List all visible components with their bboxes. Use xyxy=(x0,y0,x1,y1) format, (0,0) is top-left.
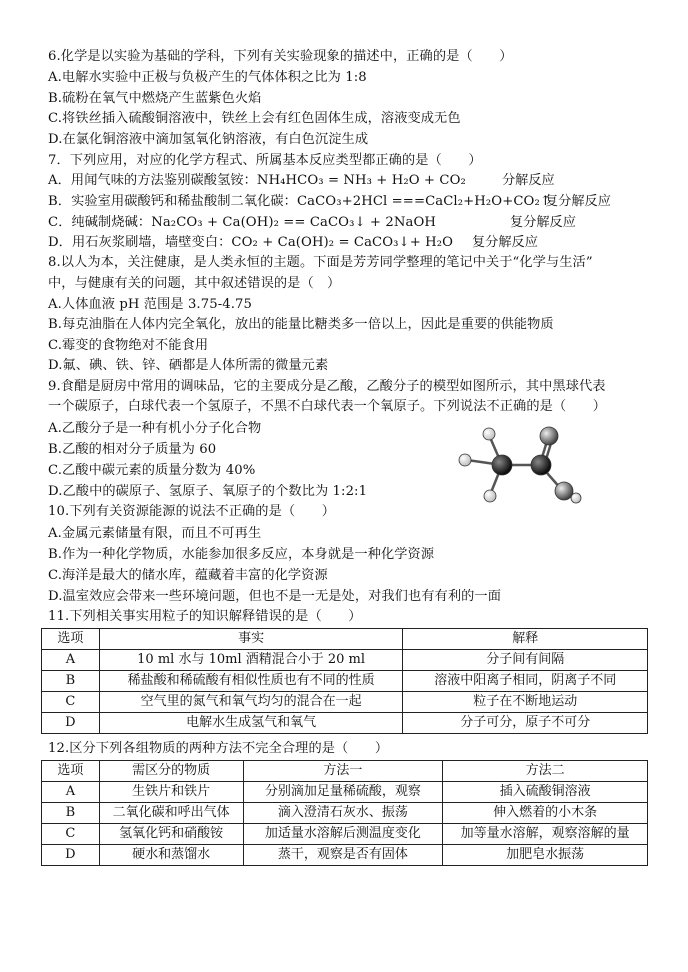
table-cell: 分子可分，原子不可分 xyxy=(403,713,648,734)
table-header-cell: 需区分的物质 xyxy=(99,761,243,782)
q11-table xyxy=(41,628,648,734)
table-cell: 滴入澄清石灰水、振荡 xyxy=(243,803,443,824)
table-cell: 伸入燃着的小木条 xyxy=(443,803,648,824)
table-cell: C xyxy=(42,692,100,713)
table-row xyxy=(42,692,648,713)
table-header-row xyxy=(42,761,648,782)
q10-stem: 10.下列有关资源能源的说法不正确的是（ ） xyxy=(48,504,336,519)
table-row xyxy=(42,845,648,866)
table-cell: 电解水生成氢气和氧气 xyxy=(99,713,403,734)
q6-option-b: B.硫粉在氧气中燃烧产生蓝紫色火焰 xyxy=(48,91,262,106)
table-header-row xyxy=(42,629,648,650)
table-cell: 粒子在不断地运动 xyxy=(403,692,648,713)
table-cell: 加肥皂水振荡 xyxy=(443,845,648,866)
table-header-cell: 解释 xyxy=(403,629,648,650)
table-cell: A xyxy=(42,782,100,803)
table-cell: 生铁片和铁片 xyxy=(99,782,243,803)
table-cell: 10 ml 水与 10ml 酒精混合小于 20 ml xyxy=(99,650,403,671)
q7-option-c: C．纯碱制烧碱：Na₂CO₃ + Ca(OH)₂ == CaCO₃↓ + 2NaOH xyxy=(48,215,436,230)
q8-option-c: C.霉变的食物绝对不能食用 xyxy=(48,338,209,353)
table-cell: 空气里的氮气和氧气均匀的混合在一起 xyxy=(99,692,403,713)
table-header-cell: 选项 xyxy=(42,629,100,650)
q9-option-d: D.乙酸中的碳原子、氢原子、氧原子的个数比为 1:2:1 xyxy=(48,484,368,499)
table-cell: B xyxy=(42,803,100,824)
q10-option-d: D.温室效应会带来一些环境问题，但也不是一无是处，对我们也有有利的一面 xyxy=(48,589,501,604)
q6-option-c: C.将铁丝插入硫酸铜溶液中，铁丝上会有红色固体生成，溶液变成无色 xyxy=(48,111,461,126)
q9-option-b: B.乙酸的相对分子质量为 60 xyxy=(48,442,217,457)
q7-option-a-type: 分解反应 xyxy=(502,173,555,188)
q8-option-a: A.人体血液 pH 范围是 3.75-4.75 xyxy=(48,297,253,312)
q12-stem: 12.区分下列各组物质的两种方法不完全合理的是（ ） xyxy=(48,741,389,756)
q10-option-a: A.金属元素储量有限，而且不可再生 xyxy=(48,526,262,541)
q12-table xyxy=(41,760,648,866)
table-cell: 加适量水溶解后测温度变化 xyxy=(243,824,443,845)
table-cell: 分别滴加足量稀硫酸，观察 xyxy=(243,782,443,803)
q7-option-d-type: 复分解反应 xyxy=(472,235,538,250)
q8-option-d: D.氟、碘、铁、锌、硒都是人体所需的微量元素 xyxy=(48,358,329,373)
q10-option-b: B.作为一种化学物质，水能参加很多反应，本身就是一种化学资源 xyxy=(48,547,435,562)
table-cell: A xyxy=(42,650,100,671)
table-row xyxy=(42,782,648,803)
table-cell: 二氧化碳和呼出气体 xyxy=(99,803,243,824)
table-cell: D xyxy=(42,845,100,866)
table-cell: B xyxy=(42,671,100,692)
table-header-cell: 事实 xyxy=(99,629,403,650)
table-header-cell: 选项 xyxy=(42,761,100,782)
table-row xyxy=(42,650,648,671)
table-cell: 蒸干，观察是否有固体 xyxy=(243,845,443,866)
q6-stem: 6.化学是以实验为基础的学科，下列有关实验现象的描述中，正确的是（ ） xyxy=(48,49,513,64)
table-cell: 稀盐酸和稀硫酸有相似性质也有不同的性质 xyxy=(99,671,403,692)
q6-option-a: A.电解水实验中正极与负极产生的气体体积之比为 1:8 xyxy=(48,70,367,85)
q7-option-b: B．实验室用碳酸钙和稀盐酸制二氧化碳：CaCO₃+2HCl ===CaCl₂+H₂O+CO₂↑ xyxy=(48,194,551,209)
table-cell: D xyxy=(42,713,100,734)
table-row xyxy=(42,713,648,734)
acetic-acid-molecule-icon xyxy=(452,420,602,510)
table-cell: 硬水和蒸馏水 xyxy=(99,845,243,866)
table-cell: 插入硫酸铜溶液 xyxy=(443,782,648,803)
q8-option-b: B.每克油脂在人体内完全氧化，放出的能量比糖类多一倍以上，因此是重要的供能物质 xyxy=(48,317,554,332)
q9-stem-line1: 9.食醋是厨房中常用的调味品，它的主要成分是乙酸，乙酸分子的模型如图所示，其中黑球代表 xyxy=(48,379,606,394)
table-row xyxy=(42,671,648,692)
table-cell: 分子间有间隔 xyxy=(403,650,648,671)
table-cell: 溶液中阳离子相同，阴离子不同 xyxy=(403,671,648,692)
q7-option-a: A．用闻气味的方法鉴别碳酸氢铵：NH₄HCO₃ = NH₃ + H₂O + CO₂ xyxy=(48,173,466,188)
table-row xyxy=(42,803,648,824)
q9-option-c: C.乙酸中碳元素的质量分数为 40% xyxy=(48,463,256,478)
q8-stem-line1: 8.以人为本，关注健康，是人类永恒的主题。下面是芳芳同学整理的笔记中关于“化学与生活” xyxy=(48,255,593,270)
table-cell: 加等量水溶解，观察溶解的量 xyxy=(443,824,648,845)
table-cell: C xyxy=(42,824,100,845)
q7-option-b-type: 复分解反应 xyxy=(545,194,611,209)
q10-option-c: C.海洋是最大的储水库，蕴藏着丰富的化学资源 xyxy=(48,568,328,583)
q8-stem-line2: 中，与健康有关的问题，其中叙述错误的是（ ） xyxy=(48,276,341,291)
table-row xyxy=(42,824,648,845)
table-header-cell: 方法二 xyxy=(443,761,648,782)
q6-option-d: D.在氯化铜溶液中滴加氢氧化钠溶液，有白色沉淀生成 xyxy=(48,132,369,147)
q7-option-c-type: 复分解反应 xyxy=(510,215,576,230)
q9-option-a: A.乙酸分子是一种有机小分子化合物 xyxy=(48,421,262,436)
q9-stem-line2: 一个碳原子，白球代表一个氢原子，不黑不白球代表一个氧原子。下列说法不正确的是（ ） xyxy=(48,399,607,414)
table-header-cell: 方法一 xyxy=(243,761,443,782)
table-cell: 氢氧化钙和硝酸铵 xyxy=(99,824,243,845)
q11-stem: 11.下列相关事实用粒子的知识解释错误的是（ ） xyxy=(48,609,362,624)
q7-option-d: D．用石灰浆刷墙，墙壁变白：CO₂ + Ca(OH)₂ = CaCO₃↓+ H₂O xyxy=(48,235,454,250)
q7-stem: 7．下列应用，对应的化学方程式、所属基本反应类型都正确的是（ ） xyxy=(48,153,482,168)
